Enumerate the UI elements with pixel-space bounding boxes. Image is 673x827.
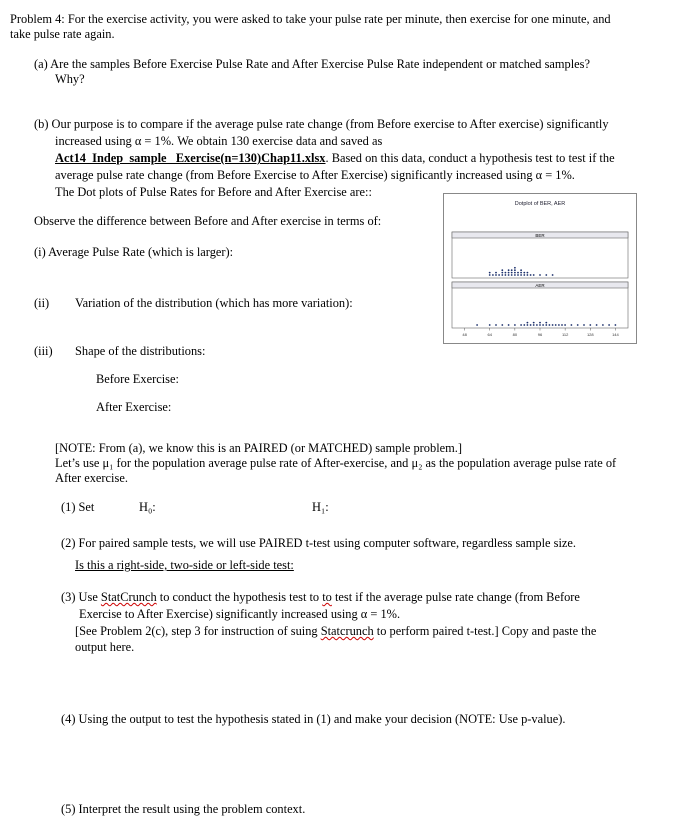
dot-ber xyxy=(495,274,497,276)
dot-ber xyxy=(523,274,525,276)
dot-aer xyxy=(602,324,604,326)
part-a-line1: (a) Are the samples Before Exercise Pulse Rate and After Exercise Pulse Rate independent or matched samples? xyxy=(34,57,591,71)
step2-line2 xyxy=(75,558,294,573)
problem-text-line1: Problem 4: For the exercise activity, you were asked to take your pulse rate per minute, then exercise for one minute, and xyxy=(10,12,611,26)
observation-iii-text: Shape of the distributions: xyxy=(75,344,206,358)
dot-aer xyxy=(552,324,554,326)
dot-ber xyxy=(533,274,535,276)
dot-ber xyxy=(539,274,541,276)
dot-aer xyxy=(596,324,598,326)
dot-aer xyxy=(561,324,563,326)
x-tick-label: 112 xyxy=(561,332,569,337)
dot-ber xyxy=(492,274,494,276)
x-tick-label: 128 xyxy=(586,332,594,337)
x-tick-label: 64 xyxy=(487,332,492,337)
dot-ber xyxy=(511,274,513,276)
dot-ber xyxy=(505,272,507,274)
dot-aer xyxy=(527,322,529,324)
dot-ber xyxy=(552,274,554,276)
panel-frame-aer xyxy=(452,282,628,328)
data-file-name[interactable]: Act14_Indep_sample_ Exercise(n=130)Chap11.xlsx xyxy=(55,151,326,165)
dot-aer xyxy=(501,324,503,326)
dot-ber xyxy=(489,274,491,276)
dot-aer xyxy=(608,324,610,326)
dot-ber xyxy=(508,274,510,276)
dot-aer xyxy=(520,324,522,326)
alt-hypothesis-label: H₁: xyxy=(312,500,329,514)
dot-ber xyxy=(520,272,522,274)
statcrunch-word-2: Statcrunch xyxy=(320,624,374,638)
dot-ber xyxy=(511,269,513,271)
part-b-line1: (b) Our purpose is to compare if the average pulse rate change (from Before exercise to After exercise) significantly xyxy=(34,117,609,131)
dot-aer xyxy=(476,324,478,326)
part-b-line2: increased using α = 1%. We obtain 130 exercise data and saved as xyxy=(55,134,383,148)
dot-ber xyxy=(508,272,510,274)
step2-line1: (2) For paired sample tests, we will use PAIRED t-test using computer software, regardless sample size. xyxy=(61,536,577,550)
dot-aer xyxy=(533,324,535,326)
dotplot-chart xyxy=(444,194,636,343)
step3-line3 xyxy=(75,624,596,639)
step3-line3-a: [See Problem 2(c), step 3 for instruction of suing xyxy=(75,624,321,638)
dot-aer xyxy=(530,324,532,326)
step5-text: (5) Interpret the result using the problem context. xyxy=(61,802,306,816)
dot-aer xyxy=(549,324,551,326)
dot-ber xyxy=(520,269,522,271)
note-line1: [NOTE: From (a), we know this is an PAIRED (or MATCHED) sample problem.] xyxy=(55,441,463,455)
step3-line4: output here. xyxy=(75,640,135,654)
part-b-line3-rest: . Based on this data, conduct a hypothesis test to test if the xyxy=(325,151,615,165)
dot-aer xyxy=(558,324,560,326)
x-tick-label: 96 xyxy=(537,332,543,337)
part-b-line4: average pulse rate change (from Before Exercise to After Exercise) significantly increased using α = 1%. xyxy=(55,168,575,182)
dot-ber xyxy=(514,274,516,276)
dot-ber xyxy=(495,272,497,274)
dot-aer xyxy=(539,324,541,326)
observe-heading: Observe the difference between Before and After exercise in terms of: xyxy=(34,214,382,228)
dot-aer xyxy=(495,324,497,326)
dot-aer xyxy=(571,324,573,326)
chart-title: Dotplot of BER, AER xyxy=(514,201,566,207)
panel-frame-ber xyxy=(452,232,628,278)
x-tick-label: 144 xyxy=(612,332,619,337)
dot-aer xyxy=(536,324,538,326)
step3-line1-a: (3) Use xyxy=(61,590,101,604)
dot-ber xyxy=(527,272,529,274)
panel-label-ber: BER xyxy=(535,233,545,238)
dot-aer xyxy=(527,324,529,326)
dot-aer xyxy=(542,324,544,326)
step1-label: (1) Set xyxy=(61,500,95,514)
before-exercise-label: Before Exercise: xyxy=(96,372,179,386)
dot-ber xyxy=(489,272,491,274)
dot-ber xyxy=(501,272,503,274)
panel-label-aer: AER xyxy=(535,283,545,288)
x-tick-label: 80 xyxy=(512,332,518,337)
dot-aer xyxy=(508,324,510,326)
dot-ber xyxy=(511,272,513,274)
dot-aer xyxy=(489,324,491,326)
dot-ber xyxy=(545,274,547,276)
step3-line3-b: to perform paired t-test.] Copy and paste the xyxy=(373,624,597,638)
dot-ber xyxy=(523,272,525,274)
dot-aer xyxy=(589,324,591,326)
dot-aer xyxy=(615,324,617,326)
step3-line2: Exercise to After Exercise) significantly increased using α = 1%. xyxy=(79,607,401,621)
dot-aer xyxy=(523,324,525,326)
dot-aer xyxy=(583,324,585,326)
dot-ber xyxy=(527,274,529,276)
note-line2: Let’s use μ₁ for the population average pulse rate of After-exercise, and μ₂ as the population average pulse rate of xyxy=(55,456,617,470)
dot-aer xyxy=(545,324,547,326)
dot-ber xyxy=(520,274,522,276)
step2-question: Is this a right-side, two-side or left-side test: xyxy=(75,558,294,572)
dot-aer xyxy=(545,322,547,324)
dot-ber xyxy=(517,272,519,274)
null-hypothesis-label: H₀: xyxy=(139,500,156,514)
problem-text-line2: take pulse rate again. xyxy=(10,27,115,41)
dot-aer xyxy=(514,324,516,326)
observation-ii-number: (ii) xyxy=(34,296,50,310)
dotplot-figure xyxy=(443,193,637,344)
part-b-line3 xyxy=(55,151,615,166)
dot-aer xyxy=(577,324,579,326)
step3-line1-c: test if the average pulse rate change (from Before xyxy=(331,590,580,604)
dot-aer xyxy=(564,324,566,326)
part-a-line2: Why? xyxy=(55,72,85,86)
dot-aer xyxy=(555,324,557,326)
step4-text: (4) Using the output to test the hypothesis stated in (1) and make your decision (NOTE: Use p-value). xyxy=(61,712,566,726)
x-tick-label: 48 xyxy=(462,332,467,337)
dot-ber xyxy=(514,269,516,271)
dot-ber xyxy=(508,269,510,271)
note-line3: After exercise. xyxy=(55,471,128,485)
dot-ber xyxy=(501,269,503,271)
dot-aer xyxy=(539,322,541,324)
observation-ii-text: Variation of the distribution (which has more variation): xyxy=(75,296,353,310)
step3-line1 xyxy=(61,590,580,605)
dot-ber xyxy=(514,267,516,269)
statcrunch-word: StatCrunch xyxy=(100,590,157,604)
dot-ber xyxy=(530,274,532,276)
part-b-line5: The Dot plots of Pulse Rates for Before and After Exercise are:: xyxy=(55,185,372,199)
observation-iii-number: (iii) xyxy=(34,344,53,358)
dot-ber xyxy=(501,274,503,276)
observation-i: (i) Average Pulse Rate (which is larger): xyxy=(34,245,234,259)
dot-ber xyxy=(498,274,500,276)
dot-aer xyxy=(533,322,535,324)
dot-ber xyxy=(505,274,507,276)
step3-to-word: to xyxy=(322,590,332,604)
dot-ber xyxy=(514,272,516,274)
dot-ber xyxy=(517,274,519,276)
step3-line1-b: to conduct the hypothesis test to xyxy=(156,590,323,604)
after-exercise-label: After Exercise: xyxy=(96,400,172,414)
